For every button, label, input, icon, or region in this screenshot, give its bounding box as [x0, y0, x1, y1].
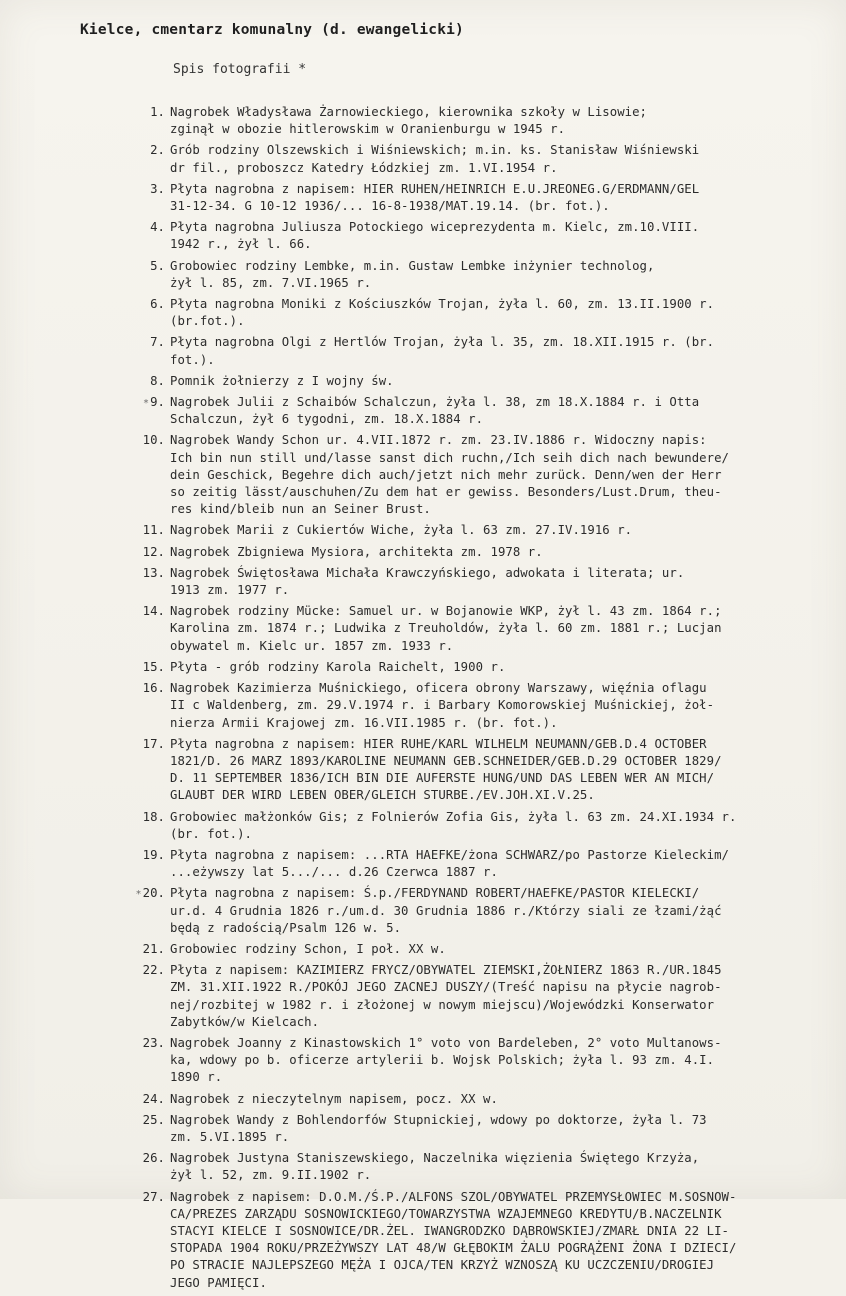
list-item-text: [170, 809, 827, 843]
list-item-text: [170, 659, 827, 676]
list-item-line: Nagrobek Joanny z Kinastowskich 1° voto von Bardeleben, 2° voto Multanows-: [170, 1035, 722, 1050]
list-item-number: [132, 142, 170, 176]
list-item-number-text: 26.: [142, 1151, 165, 1166]
list-item: [132, 373, 827, 390]
list-item: [132, 659, 827, 676]
list-item-line: Nagrobek Justyna Staniszewskiego, Naczelnika więzienia Świętego Krzyża,: [170, 1151, 700, 1166]
list-item-line: zm. 5.VI.1895 r.: [170, 1129, 290, 1144]
list-item-line: nierza Armii Krajowej zm. 16.VII.1985 r. (br. fot.).: [170, 715, 558, 730]
list-item-number: [132, 680, 170, 732]
list-item: [132, 544, 827, 561]
list-item-number-text: 11.: [142, 523, 165, 538]
list-item-line: STOPADA 1904 ROKU/PRZEŻYWSZY LAT 48/W GŁĘBOKIM ŻALU POGRĄŻENI ŻONA I DZIECI/: [170, 1241, 737, 1256]
list-item-line: dr fil., proboszcz Katedry Łódzkiej zm. 1.VI.1954 r.: [170, 160, 558, 175]
list-item-number-text: 1.: [150, 105, 165, 119]
list-item-text: [170, 373, 827, 390]
list-item-line: Nagrobek z napisem: D.O.M./Ś.P./ALFONS SZOL/OBYWATEL PRZEMYSŁOWIEC M.SOSNOW-: [170, 1189, 737, 1204]
list-item: [132, 334, 827, 368]
list-item-number-text: 13.: [142, 565, 165, 580]
list-item-text: [170, 104, 827, 138]
list-item-text: [170, 258, 827, 292]
list-item-line: Grobowiec rodziny Lembke, m.in. Gustaw Lembke inżynier technolog,: [170, 258, 655, 273]
list-item-line: ur.d. 4 Grudnia 1826 r./um.d. 30 Grudnia 1886 r./Którzy siali ze łzami/żąć: [170, 903, 722, 918]
list-item-number: [132, 962, 170, 1031]
list-item-number: [132, 258, 170, 292]
list-item-number-text: 7.: [150, 335, 165, 350]
list-item: [132, 680, 827, 732]
list-item-line: res kind/bleib nun an Seiner Brust.: [170, 502, 431, 517]
list-item-text: [170, 181, 827, 215]
list-item-line: (br.fot.).: [170, 314, 245, 329]
list-item-text: [170, 847, 827, 881]
list-item-line: Nagrobek Julii z Schaibów Schalczun, żyła l. 38, zm 18.X.1884 r. i Otta: [170, 395, 700, 410]
list-item: [132, 1189, 827, 1292]
list-item-line: GLAUBT DER WIRD LEBEN OBER/GLEICH STURBE./EV.JOH.XI.V.25.: [170, 788, 595, 803]
list-item-number-text: 14.: [142, 604, 165, 619]
list-item: [132, 603, 827, 655]
list-item-number: [132, 1035, 170, 1087]
list-item-number: [132, 544, 170, 561]
list-item: [132, 219, 827, 253]
list-item-line: Nagrobek Kazimierza Muśnickiego, oficera obrony Warszawy, więźnia oflagu: [170, 681, 707, 696]
list-item-line: Grób rodziny Olszewskich i Wiśniewskich; m.in. ks. Stanisław Wiśniewski: [170, 143, 700, 158]
list-item: [132, 1112, 827, 1146]
list-item-line: Nagrobek Świętosława Michała Krawczyńskiego, adwokata i literata; ur.: [170, 565, 685, 580]
list-item-line: Nagrobek Marii z Cukiertów Wiche, żyła l. 63 zm. 27.IV.1916 r.: [170, 523, 633, 538]
list-item-text: [170, 1112, 827, 1146]
list-item: [132, 104, 827, 138]
list-item-line: PO STRACIE NAJLEPSZEGO MĘŻA I OJCA/TEN KRZYŻ WZNOSZĄ KU UCZCZENIU/DROGIEJ: [170, 1258, 715, 1273]
list-item-number: [132, 296, 170, 330]
list-item-number: [132, 736, 170, 805]
list-item-number: [132, 334, 170, 368]
list-item: [132, 1035, 827, 1087]
list-item-line: dein Geschick, Begehre dich auch/jetzt nich mehr zurück. Denn/wen der Herr: [170, 467, 722, 482]
list-item-line: 1913 zm. 1977 r.: [170, 583, 290, 598]
list-item-number-text: 5.: [150, 258, 165, 273]
list-item-number-text: 24.: [142, 1091, 165, 1106]
list-item: [132, 142, 827, 176]
list-item-number-text: 20.: [142, 886, 165, 901]
list-item-line: Płyta nagrobna z napisem: ...RTA HAEFKE/żona SCHWARZ/po Pastorze Kieleckim/: [170, 847, 730, 862]
list-item-line: D. 11 SEPTEMBER 1836/ICH BIN DIE AUFERSTE HUNG/UND DAS LEBEN WER AN MICH/: [170, 771, 715, 786]
list-item-number: [132, 941, 170, 958]
list-item-number: [132, 885, 170, 937]
list-item-number-text: 27.: [142, 1189, 165, 1204]
list-item-text: [170, 736, 827, 805]
list-item-number-text: 4.: [150, 220, 165, 235]
list-item: [132, 432, 827, 518]
list-item-number: [132, 104, 170, 138]
list-item-number: [132, 1189, 170, 1292]
list-item-number-text: 3.: [150, 181, 165, 196]
list-item-line: Karolina zm. 1874 r.; Ludwika z Treuholdów, żyła l. 60 zm. 1881 r.; Lucjan: [170, 621, 722, 636]
list-item-line: JEGO PAMIĘCI.: [170, 1275, 267, 1290]
list-item-line: Schalczun, żył 6 tygodni, zm. 18.X.1884 r.: [170, 412, 484, 427]
list-item-line: ZM. 31.XII.1922 R./POKÓJ JEGO ZACNEJ DUSZY/(Treść napisu na płycie nagrob-: [170, 980, 722, 995]
list-item-line: Pomnik żołnierzy z I wojny św.: [170, 373, 394, 388]
list-item-text: [170, 885, 827, 937]
list-item-number-text: 9.: [150, 395, 165, 410]
list-item: [132, 1150, 827, 1184]
list-item-number: [132, 1112, 170, 1146]
list-item-number-text: 19.: [142, 847, 165, 862]
list-item-line: so zeitig lässt/auschuhen/Zu dem hat er gewiss. Besonders/Lust.Drum, theu-: [170, 485, 722, 500]
list-item: [132, 736, 827, 805]
list-item-text: [170, 296, 827, 330]
list-item-line: (br. fot.).: [170, 826, 252, 841]
list-item-line: Płyta - grób rodziny Karola Raichelt, 1900 r.: [170, 659, 506, 674]
list-item-line: Płyta nagrobna z napisem: HIER RUHEN/HEINRICH E.U.JREONEG.G/ERDMANN/GEL: [170, 181, 700, 196]
list-item-text: [170, 544, 827, 561]
list-item-number-text: 16.: [142, 681, 165, 696]
list-item-line: Grobowiec małżonków Gis; z Folnierów Zofia Gis, żyła l. 63 zm. 24.XI.1934 r.: [170, 809, 737, 824]
list-item-line: 1890 r.: [170, 1070, 223, 1085]
list-item-line: Nagrobek rodziny Mücke: Samuel ur. w Bojanowie WKP, żył l. 43 zm. 1864 r.;: [170, 604, 722, 619]
list-item-number: [132, 847, 170, 881]
list-item-number-text: 15.: [142, 659, 165, 674]
list-item-line: Ich bin nun still und/lasse sanst dich ruchn,/Ich seih dich nach bewundere/: [170, 450, 730, 465]
list-item: [132, 847, 827, 881]
list-item-line: Zabytków/w Kielcach.: [170, 1014, 320, 1029]
list-item: [132, 885, 827, 937]
list-item-line: obywatel m. Kielc ur. 1857 zm. 1933 r.: [170, 638, 454, 653]
list-item-number: [132, 565, 170, 599]
list-item-number-text: 2.: [150, 143, 165, 158]
list-item-text: [170, 1189, 827, 1292]
list-item-text: [170, 334, 827, 368]
list-item-number-text: 22.: [142, 963, 165, 978]
list-item-number-text: 18.: [142, 809, 165, 824]
list-item-line: zginął w obozie hitlerowskim w Oranienburgu w 1945 r.: [170, 122, 566, 137]
list-item-number: [132, 432, 170, 518]
photo-list: [132, 104, 827, 1296]
list-item-line: nej/rozbitej w 1982 r. i złożonej w nowym miejscu)/Wojewódzki Konserwator: [170, 997, 715, 1012]
list-item-number: [132, 659, 170, 676]
list-item-number: [132, 181, 170, 215]
list-item-line: żył l. 52, zm. 9.II.1902 r.: [170, 1168, 372, 1183]
list-item: [132, 565, 827, 599]
list-item-text: [170, 603, 827, 655]
list-item-line: Nagrobek Wandy z Bohlendorfów Stupnickiej, wdowy po doktorze, żyła l. 73: [170, 1112, 707, 1127]
list-item: [132, 962, 827, 1031]
list-item-line: Nagrobek Władysława Żarnowieckiego, kierownika szkoły w Lisowie;: [170, 105, 648, 119]
list-item-text: [170, 1150, 827, 1184]
list-item-line: fot.).: [170, 352, 215, 367]
list-item-line: Nagrobek Zbigniewa Mysiora, architekta zm. 1978 r.: [170, 544, 543, 559]
handwritten-mark: *: [135, 889, 142, 901]
list-item-number-text: 8.: [150, 373, 165, 388]
list-item-number-text: 21.: [142, 941, 165, 956]
list-item-line: 31-12-34. G 10-12 1936/... 16-8-1938/MAT.19.14. (br. fot.).: [170, 199, 610, 214]
list-item-text: [170, 962, 827, 1031]
document-header: Kielce, cmentarz komunalny (d. ewangelicki): [80, 22, 464, 38]
list-item-line: Nagrobek z nieczytelnym napisem, pocz. XX w.: [170, 1091, 498, 1106]
list-item-line: STACYI KIELCE I SOSNOWICE/DR.ŻEL. IWANGRODZKO DĄBROWSKIEJ/ZMARŁ DNIA 22 LI-: [170, 1223, 730, 1238]
list-item-line: Grobowiec rodziny Schon, I poł. XX w.: [170, 941, 446, 956]
list-item-line: Płyta nagrobna Moniki z Kościuszków Trojan, żyła l. 60, zm. 13.II.1900 r.: [170, 297, 715, 312]
list-item-number: [132, 394, 170, 428]
list-item-number: [132, 219, 170, 253]
list-item: [132, 258, 827, 292]
document-subtitle: Spis fotografii *: [173, 62, 307, 77]
list-item-line: Płyta nagrobna z napisem: Ś.p./FERDYNAND ROBERT/HAEFKE/PASTOR KIELECKI/: [170, 886, 700, 901]
list-item-number-text: 25.: [142, 1112, 165, 1127]
list-item: [132, 1091, 827, 1108]
list-item-number: [132, 603, 170, 655]
list-item-line: II c Waldenberg, zm. 29.V.1974 r. i Barbary Komorowskiej Muśnickiej, żoł-: [170, 698, 715, 713]
list-item-line: Płyta nagrobna Olgi z Hertlów Trojan, żyła l. 35, zm. 18.XII.1915 r. (br.: [170, 335, 715, 350]
list-item-number: [132, 1091, 170, 1108]
list-item-line: ka, wdowy po b. oficerze artylerii b. Wojsk Polskich; żyła l. 93 zm. 4.I.: [170, 1053, 715, 1068]
list-item-line: Płyta z napisem: KAZIMIERZ FRYCZ/OBYWATEL ZIEMSKI,ŻOŁNIERZ 1863 R./UR.1845: [170, 963, 722, 978]
list-item-number-text: 6.: [150, 297, 165, 312]
list-item-line: CA/PREZES ZARZĄDU SOSNOWICKIEGO/TOWARZYSTWA WZAJEMNEGO KREDYTU/B.NACZELNIK: [170, 1206, 722, 1221]
list-item-line: Płyta nagrobna Juliusza Potockiego wiceprezydenta m. Kielc, zm.10.VIII.: [170, 220, 700, 235]
list-item-number-text: 17.: [142, 736, 165, 751]
list-item-line: 1942 r., żył l. 66.: [170, 237, 312, 252]
list-item-line: Płyta nagrobna z napisem: HIER RUHE/KARL WILHELM NEUMANN/GEB.D.4 OCTOBER: [170, 736, 707, 751]
list-item-number-text: 10.: [142, 433, 165, 448]
handwritten-mark: *: [143, 398, 150, 410]
list-item: [132, 394, 827, 428]
list-item-text: [170, 941, 827, 958]
list-item-text: [170, 1035, 827, 1087]
list-item-number: [132, 522, 170, 539]
list-item-number: [132, 373, 170, 390]
list-item-number-text: 12.: [142, 544, 165, 559]
list-item-text: [170, 394, 827, 428]
list-item: [132, 522, 827, 539]
list-item-line: 1821/D. 26 MARZ 1893/KAROLINE NEUMANN GEB.SCHNEIDER/GEB.D.29 OCTOBER 1829/: [170, 753, 722, 768]
list-item: [132, 296, 827, 330]
list-item-number: [132, 809, 170, 843]
list-item-text: [170, 680, 827, 732]
list-item-line: ...eżywszy lat 5.../... d.26 Czerwca 1887 r.: [170, 865, 498, 880]
list-item-text: [170, 1091, 827, 1108]
list-item-text: [170, 565, 827, 599]
list-item-line: będą z radością/Psalm 126 w. 5.: [170, 920, 402, 935]
list-item: [132, 809, 827, 843]
list-item-text: [170, 432, 827, 518]
list-item-text: [170, 142, 827, 176]
list-item: [132, 181, 827, 215]
list-item-text: [170, 219, 827, 253]
list-item-number-text: 23.: [142, 1035, 165, 1050]
list-item-number: [132, 1150, 170, 1184]
list-item: [132, 941, 827, 958]
list-item-line: żył l. 85, zm. 7.VI.1965 r.: [170, 275, 372, 290]
list-item-line: Nagrobek Wandy Schon ur. 4.VII.1872 r. zm. 23.IV.1886 r. Widoczny napis:: [170, 433, 707, 448]
list-item-text: [170, 522, 827, 539]
